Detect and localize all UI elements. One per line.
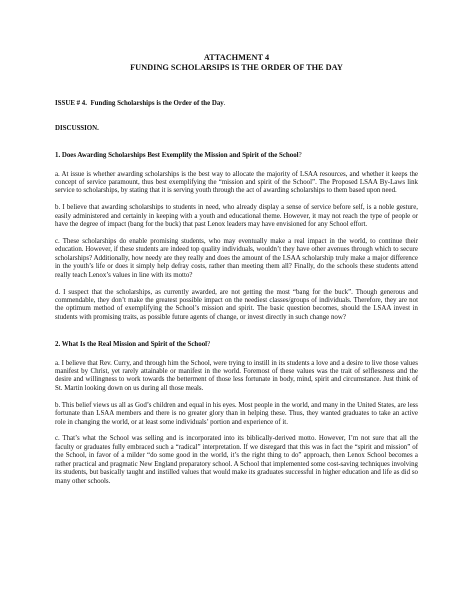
section-1-para-d: d. I suspect that the scholarships, as currently awarded, are not getting the most “bang for the buck”. Though generous and commendable, they don’t make the greatest possible impact on the neediest classes/groups of individuals. Therefore, they are not the optimum method of exemplifying the School’s mission and spirit. The basic question becomes, should the LSAA invest in students with promising traits, as possible future agents of change, or invest directly in such change now? (55, 288, 418, 321)
section-1-para-b: b. I believe that awarding scholarships to students in need, who already display a sense of service before self, is a noble gesture, easily administered and certainly in keeping with a youth and educational theme. However, it may not reach the type of people or have the degree of impact (bang for the buck) that past Lenox leaders may have envisioned for any School effort. (55, 204, 418, 229)
section-1-para-c: c. These scholarships do enable promising students, who may eventually make a real impact in the world, to continue their education. However, if these students are indeed top quality individuals, wouldn’t they have other avenues through which to secure scholarships? Additionally, how needy are they really and does the amount of the LSAA scholarship truly make a major difference in the youth’s life or does it simply help defray costs, rather than meeting them all? Finally, do the schools these students attend really teach Lenox’s values in line with its motto? (55, 238, 418, 279)
document-title: FUNDING SCHOLARSIPS IS THE ORDER OF THE DAY (130, 63, 343, 73)
attachment-title: ATTACHMENT 4 (203, 53, 270, 62)
section-2-para-b: b. This belief views us all as God’s children and equal in his eyes. Most people in the world, and many in the United States, are less fortunate than LSAA members and there is no greater glory than in helping these. Thus, they wanted graduates to take an active role in changing the world, or at least some individuals’ portion and experience of it. (55, 401, 418, 426)
issue-text: Funding Scholarships is the Order of the Day (90, 100, 224, 108)
section-2-para-a: a. I believe that Rev. Curry, and through him the School, were trying to instill in its students a love and a desire to live those values manifest by Christ, yet rarely attainable or manifest in the world. Foremost of these values was the trait of selflessness and the desire and willingness to work towards the betterment of those less fortunate in body, mind, spirit and circumstance. Just think of St. Martin looking down on us during all those meals. (55, 359, 418, 392)
section-1-para-a: a. At issue is whether awarding scholarships is the best way to allocate the majority of LSAA resources, and whether it keeps the concept of service paramount, thus best exemplifying the “mission and spirit of the School”. The Proposed LSAA By-Laws link service to scholarships, by stating that it is serving youth through the act of awarding scholarships to them based upon need. (55, 170, 418, 195)
section-2-para-c: c. That’s what the School was selling and is incorporated into its biblically-derived motto. However, I’m not sure that all the faculty or graduates fully embraced such a “radical” interpretation. If we disregard that this was in fact the “spirit and mission” of the School, in favor of a milder “do some good in the world, it’s the right thing to do” approach, then Lenox School becomes a rather practical and pragmatic New England preparatory school. A School that implemented some cost-saving techniques involving its students, but basically taught and instilled values that would make its graduates successful in higher education and life as did so many other schools. (55, 435, 418, 485)
issue-line: ISSUE # 4. Funding Scholarships is the Order of the Day. (55, 100, 226, 108)
discussion-heading: DISCUSSION. (55, 124, 99, 132)
issue-label: ISSUE # 4 (55, 100, 86, 108)
section-2-heading: 2. What Is the Real Mission and Spirit of the School? (55, 341, 211, 349)
section-1-heading: 1. Does Awarding Scholarships Best Exemplify the Mission and Spirit of the School? (55, 152, 302, 160)
